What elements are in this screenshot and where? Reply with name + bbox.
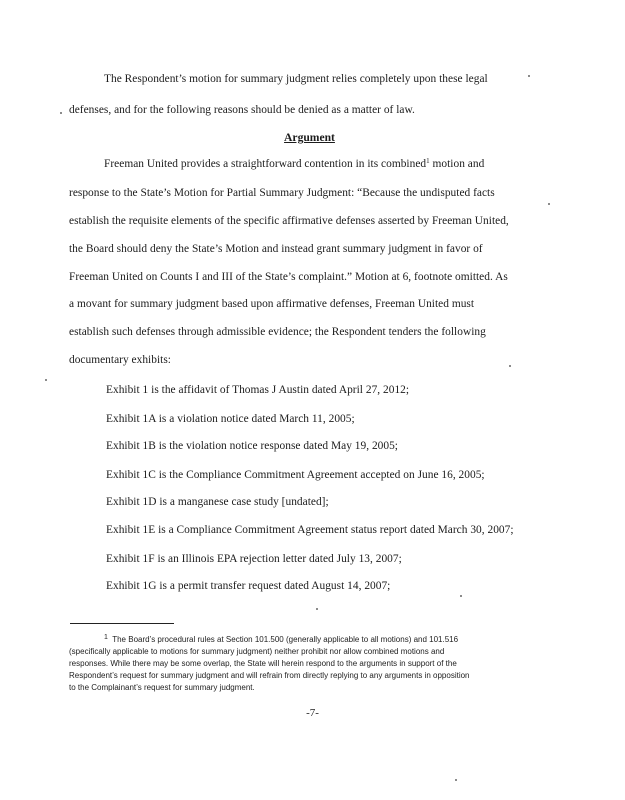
scan-speck <box>528 75 530 77</box>
paragraph-2-line-3: establish the requisite elements of the specific affirmative defenses asserted by Freeman United, <box>69 215 509 227</box>
page-number: -7- <box>306 707 319 719</box>
exhibit-item: Exhibit 1E is a Compliance Commitment Agreement status report dated March 30, 2007; <box>106 524 514 536</box>
exhibit-item: Exhibit 1C is the Compliance Commitment Agreement accepted on June 16, 2005; <box>106 469 485 481</box>
section-heading: Argument <box>284 131 335 144</box>
scan-speck <box>45 379 47 381</box>
scan-speck <box>60 112 62 114</box>
scan-speck <box>460 595 462 597</box>
paragraph-2-line-1: Freeman United provides a straightforward contention in its combined$^1$ motion and <box>104 157 485 170</box>
paragraph-2-line-8: documentary exhibits: <box>69 354 171 366</box>
scan-speck <box>316 608 318 610</box>
exhibit-item: Exhibit 1B is the violation notice response dated May 19, 2005; <box>106 440 398 452</box>
exhibit-item: Exhibit 1A is a violation notice dated March 11, 2005; <box>106 413 355 425</box>
scan-speck <box>548 203 550 205</box>
footnote-reference[interactable]: 1 <box>426 157 430 165</box>
footnote-line-4: Respondent’s request for summary judgment and will refrain from directly replying to any arguments in opposition <box>69 671 470 680</box>
footnote-line-3: responses. While there may be some overlap, the State will herein respond to the arguments in support of the <box>69 659 457 668</box>
scan-speck <box>455 779 457 781</box>
paragraph-2-line-2: response to the State’s Motion for Partial Summary Judgment: “Because the undisputed facts <box>69 187 495 199</box>
exhibit-item: Exhibit 1D is a manganese case study [undated]; <box>106 496 329 508</box>
paragraph-2-line-7: establish such defenses through admissible evidence; the Respondent tenders the following <box>69 326 486 338</box>
paragraph-2-line-4: the Board should deny the State’s Motion and instead grant summary judgment in favor of <box>69 243 483 255</box>
scan-speck <box>509 365 511 367</box>
footnote-line-1: $^1$ The Board’s procedural rules at Section 101.500 (generally applicable to all motions) and 101.516 <box>104 634 459 644</box>
paragraph-1-line-1: The Respondent’s motion for summary judgment relies completely upon these legal <box>104 73 488 85</box>
footnote-line-2: (specifically applicable to motions for summary judgment) neither prohibit nor allow combined motions and <box>69 647 445 656</box>
paragraph-1-line-2: defenses, and for the following reasons should be denied as a matter of law. <box>69 104 415 116</box>
exhibit-item: Exhibit 1F is an Illinois EPA rejection letter dated July 13, 2007; <box>106 553 402 565</box>
footnote-separator <box>70 623 174 624</box>
exhibit-item: Exhibit 1G is a permit transfer request dated August 14, 2007; <box>106 580 391 592</box>
paragraph-2-line-5: Freeman United on Counts I and III of the State’s complaint.” Motion at 6, footnote omitted. As <box>69 271 508 283</box>
exhibit-item: Exhibit 1 is the affidavit of Thomas J Austin dated April 27, 2012; <box>106 384 410 396</box>
footnote-marker: 1 <box>104 634 108 641</box>
paragraph-2-line-6: a movant for summary judgment based upon affirmative defenses, Freeman United must <box>69 298 475 310</box>
footnote-line-5: to the Complainant’s request for summary judgment. <box>69 683 255 692</box>
